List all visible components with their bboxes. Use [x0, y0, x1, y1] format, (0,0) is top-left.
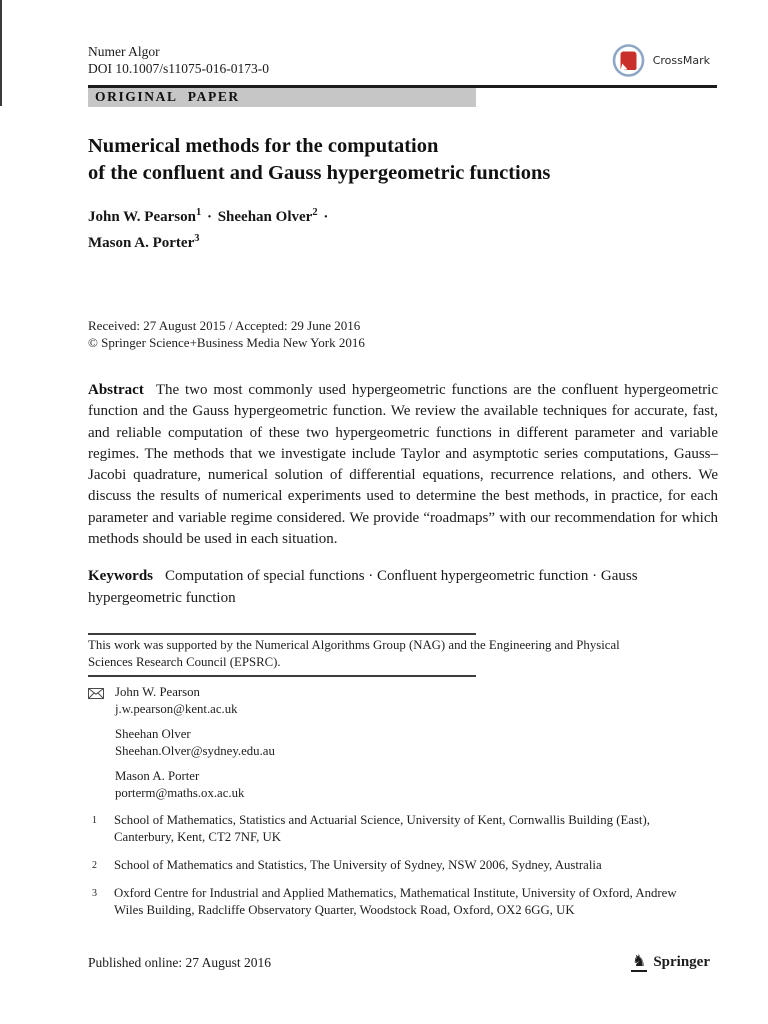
- author-affil-ref-3: 3: [194, 233, 200, 244]
- author-separator: ·: [206, 209, 212, 225]
- correspondence-block: [88, 684, 688, 810]
- publication-header: [88, 43, 718, 77]
- springer-horse-icon: ♞: [631, 951, 647, 970]
- affiliation-number: 1: [92, 815, 97, 826]
- copyright-line: © Springer Science+Business Media New York 2016: [88, 334, 365, 350]
- keywords-label: Keywords: [88, 568, 153, 584]
- footnote-rule-top: [88, 633, 476, 635]
- title-line-1: Numerical methods for the computation: [88, 135, 439, 157]
- correspondent-name: Mason A. Porter: [115, 769, 200, 783]
- crossmark-label: CrossMark: [652, 54, 710, 67]
- correspondent-entry: [115, 726, 688, 760]
- abstract-text: The two most commonly used hypergeometric functions are the confluent hypergeometric function and the Gauss hypergeometric function. We review the available techniques for accurate, fast, and reliable computation of these two hypergeometric functions in different parameter and variable regimes. The methods that we investigate include Taylor and asymptotic series computations, Gauss–Jacobi quadrature, numerical solution of differential equations, recurrence relations, and others. We discuss the results of numerical experiments used to determine the best methods, in practice, for each parameter and variable regime considered. We provide “roadmaps” with our recommendation for which methods should be used in each situation.: [88, 382, 718, 548]
- springer-label: Springer: [653, 954, 710, 970]
- correspondent-name: Sheehan Olver: [115, 727, 191, 741]
- correspondent-email: j.w.pearson@kent.ac.uk: [115, 702, 238, 716]
- abstract-label: Abstract: [88, 382, 144, 398]
- footnote-rule-bottom: [88, 675, 476, 677]
- affiliation-text: Oxford Centre for Industrial and Applied Mathematics, Mathematical Institute, University of Oxford, Andrew Wiles Building, Radcliffe Observatory Quarter, Woodstock Road, Oxford, OX2 6GG, UK: [114, 886, 677, 917]
- author-name-1: John W. Pearson: [88, 209, 196, 225]
- correspondent-entry: [115, 684, 688, 718]
- title-line-2: of the confluent and Gauss hypergeometric functions: [88, 162, 551, 184]
- affiliation-entry: [88, 857, 704, 874]
- affiliation-entry: [88, 885, 704, 919]
- author-affil-ref-2: 2: [312, 207, 318, 218]
- received-accepted: Received: 27 August 2015 / Accepted: 29 June 2016: [88, 318, 361, 333]
- correspondent-email: porterm@maths.ox.ac.uk: [115, 786, 245, 800]
- author-separator: ·: [323, 209, 329, 225]
- affiliation-number: 2: [92, 860, 97, 871]
- article-title: [88, 133, 718, 187]
- author-name-3: Mason A. Porter: [88, 235, 195, 251]
- crossmark-badge[interactable]: [612, 44, 710, 77]
- journal-name: Numer Algor: [88, 44, 160, 59]
- correspondent-name: John W. Pearson: [115, 685, 200, 699]
- affiliation-entry: [88, 812, 704, 846]
- correspondent-email: Sheehan.Olver@sydney.edu.au: [115, 744, 275, 758]
- page-footer: [88, 953, 718, 979]
- author-list: [88, 202, 718, 254]
- crossmark-icon: [612, 44, 646, 77]
- author-name-2: Sheehan Olver: [217, 209, 313, 225]
- affiliations-block: [88, 812, 704, 930]
- correspondent-entry: [115, 768, 688, 802]
- publication-history: [88, 318, 718, 351]
- published-online: Published online: 27 August 2016: [88, 955, 272, 970]
- scan-edge-artifact: [0, 0, 2, 106]
- author-affil-ref-1: 1: [195, 207, 202, 218]
- springer-logo: [631, 953, 710, 972]
- email-icon: [88, 687, 104, 704]
- keywords: [88, 566, 718, 609]
- affiliation-text: School of Mathematics and Statistics, The University of Sydney, NSW 2006, Sydney, Australia: [114, 858, 602, 872]
- affiliation-number: 3: [92, 888, 97, 899]
- keywords-text: Computation of special functions · Confluent hypergeometric function · Gauss hypergeometric function: [88, 568, 638, 606]
- doi-text: DOI 10.1007/s11075-016-0173-0: [88, 61, 269, 76]
- affiliation-text: School of Mathematics, Statistics and Actuarial Science, University of Kent, Cornwallis Building (East), Canterbury, Kent, CT2 7NF, UK: [114, 813, 650, 844]
- abstract: [88, 380, 718, 550]
- funding-note: This work was supported by the Numerical Algorithms Group (NAG) and the Engineering and Physical Sciences Research Council (EPSRC).: [88, 638, 620, 669]
- section-banner: ORIGINAL PAPER: [88, 88, 476, 107]
